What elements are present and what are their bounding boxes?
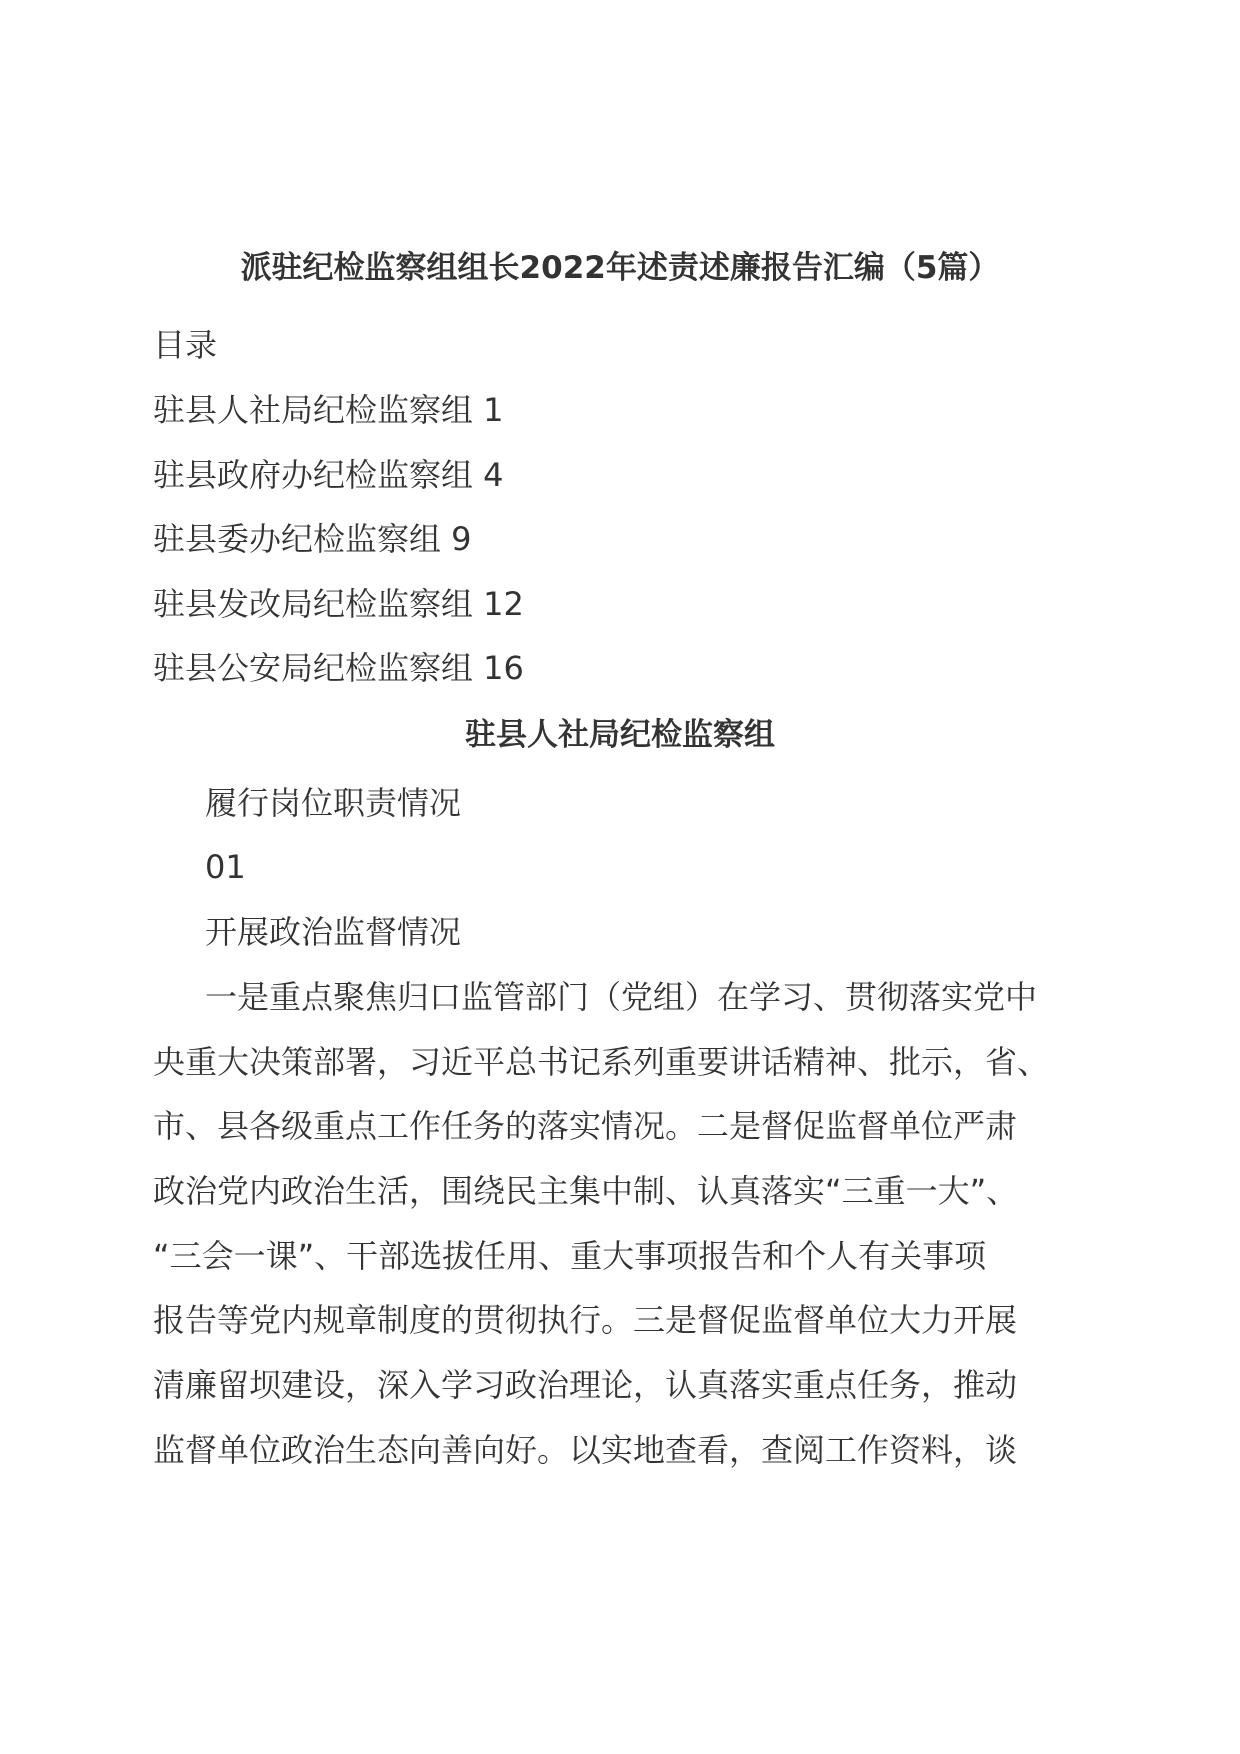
body-paragraph-line: 市、县各级重点工作任务的落实情况。二是督促监督单位严肃 [153, 1107, 1018, 1145]
section-subheading: 履行岗位职责情况 [205, 784, 462, 822]
section-number: 01 [205, 848, 246, 886]
document-title: 派驻纪检监察组组长2022年述责述廉报告汇编（5篇） [240, 250, 1000, 286]
body-paragraph-line: 监督单位政治生态向善向好。以实地查看，查阅工作资料，谈 [153, 1431, 1018, 1469]
body-paragraph-line: 清廉留坝建设，深入学习政治理论，认真落实重点任务，推动 [153, 1366, 1018, 1404]
body-paragraph-line: 一是重点聚焦归口监管部门（党组）在学习、贯彻落实党中 [205, 978, 1038, 1016]
toc-entry: 驻县委办纪检监察组 9 [153, 520, 472, 558]
toc-entry: 驻县政府办纪检监察组 4 [153, 456, 504, 494]
toc-entry: 驻县公安局纪检监察组 16 [153, 649, 524, 687]
toc-entry: 驻县发改局纪检监察组 12 [153, 585, 524, 623]
body-paragraph-line: “三会一课”、干部选拔任用、重大事项报告和个人有关事项 [153, 1237, 987, 1275]
body-paragraph-line: 报告等党内规章制度的贯彻执行。三是督促监督单位大力开展 [153, 1301, 1018, 1339]
body-paragraph-line: 政治党内政治生活，围绕民主集中制、认真落实“三重一大”、 [153, 1172, 1019, 1210]
section-title: 驻县人社局纪检监察组 [465, 717, 775, 753]
body-paragraph-line: 央重大决策部署，习近平总书记系列重要讲话精神、批示，省、 [153, 1043, 1050, 1081]
toc-heading: 目录 [153, 326, 218, 364]
section-subheading-2: 开展政治监督情况 [205, 913, 462, 951]
toc-entry: 驻县人社局纪检监察组 1 [153, 391, 504, 429]
